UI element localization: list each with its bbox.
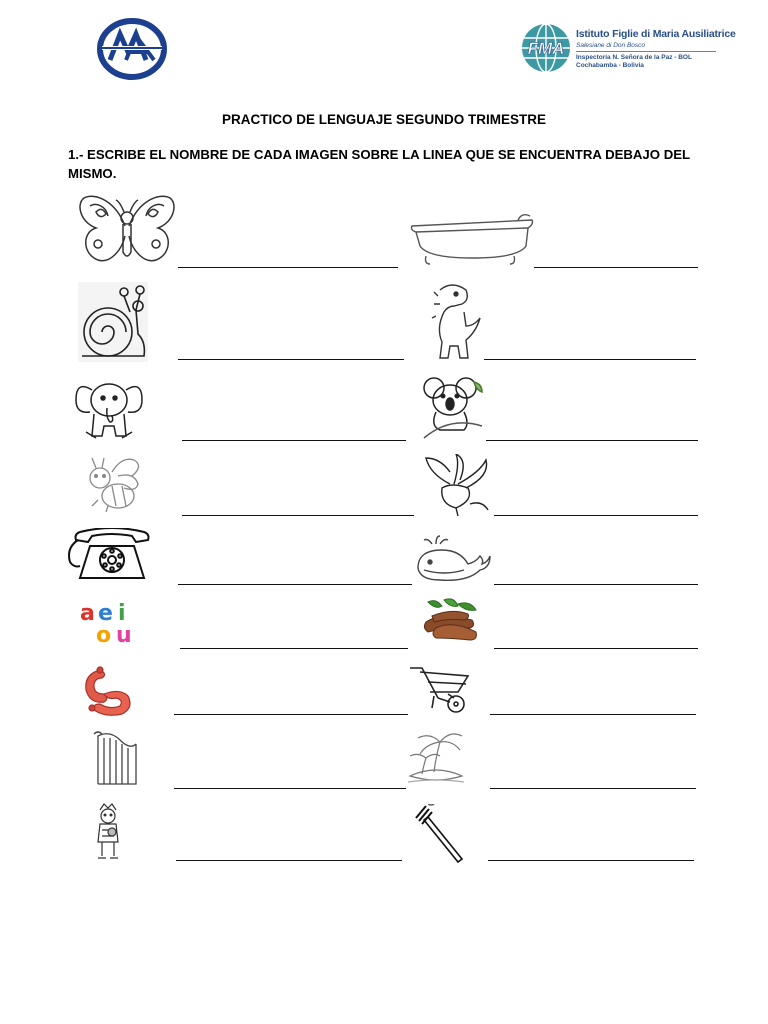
answer-line-snail[interactable] xyxy=(178,359,404,361)
answer-line-harp[interactable] xyxy=(174,788,406,790)
answer-line-telephone[interactable] xyxy=(178,584,412,586)
answer-line-child[interactable] xyxy=(176,860,402,862)
answer-line-elephant[interactable] xyxy=(182,440,406,442)
beet-icon xyxy=(420,454,492,521)
answer-line-dinosaur[interactable] xyxy=(484,359,696,361)
institute-line1: Inspectoría N. Señora de la Paz - BOL xyxy=(576,54,692,61)
elephant-icon xyxy=(74,376,144,447)
harp-icon xyxy=(90,730,140,791)
svg-text:a: a xyxy=(80,601,95,626)
dinosaur-icon xyxy=(426,282,484,367)
answer-line-vowels[interactable] xyxy=(180,648,408,650)
school-logo-left xyxy=(96,18,168,80)
whale-icon xyxy=(414,534,492,591)
svg-text:u: u xyxy=(116,623,132,646)
institute-name: Istituto Figlie di Maria Ausiliatrice xyxy=(576,28,736,40)
institute-subtitle: Salesiane di Don Bosco xyxy=(576,42,646,49)
page-title: PRACTICO DE LENGUAJE SEGUNDO TRIMESTRE xyxy=(221,112,547,127)
logo-divider xyxy=(576,51,716,52)
butterfly-icon xyxy=(76,192,178,273)
bathtub-icon xyxy=(408,210,536,273)
answer-line-sausage[interactable] xyxy=(174,714,408,716)
answer-line-cassava[interactable] xyxy=(494,648,698,650)
answer-line-beet[interactable] xyxy=(494,515,698,517)
answer-line-koala[interactable] xyxy=(486,440,698,442)
answer-line-whale[interactable] xyxy=(494,584,698,586)
answer-line-bee[interactable] xyxy=(182,515,414,517)
svg-text:i: i xyxy=(118,601,126,626)
island-icon xyxy=(406,728,466,791)
answer-line-bathtub[interactable] xyxy=(534,267,698,269)
school-logo-right xyxy=(520,22,736,74)
child-figure-icon xyxy=(94,802,122,867)
fma-monogram-icon xyxy=(96,18,168,80)
globe-letters: FMA xyxy=(527,39,565,58)
institute-line2: Cochabamba - Bolivia xyxy=(576,62,644,69)
vowels-icon xyxy=(78,598,140,651)
koala-icon xyxy=(420,376,486,447)
answer-line-butterfly[interactable] xyxy=(178,267,398,269)
svg-text:o: o xyxy=(96,623,112,646)
answer-line-toothbrush[interactable] xyxy=(488,860,694,862)
snail-icon xyxy=(78,282,148,367)
answer-line-wheelbarrow[interactable] xyxy=(490,714,696,716)
exercise-instruction: 1.- ESCRIBE EL NOMBRE DE CADA IMAGEN SOBRE LA LINEA QUE SE ENCUENTRA DEBAJO DEL MISMO. xyxy=(68,147,690,181)
fma-globe-icon xyxy=(520,22,572,74)
cassava-icon xyxy=(422,598,480,651)
svg-text:e: e xyxy=(98,601,113,626)
telephone-icon xyxy=(66,528,152,591)
wheelbarrow-icon xyxy=(408,662,472,721)
toothbrush-icon xyxy=(414,804,464,869)
answer-line-island[interactable] xyxy=(490,788,696,790)
bee-icon xyxy=(82,456,144,521)
sausage-icon xyxy=(80,664,136,725)
